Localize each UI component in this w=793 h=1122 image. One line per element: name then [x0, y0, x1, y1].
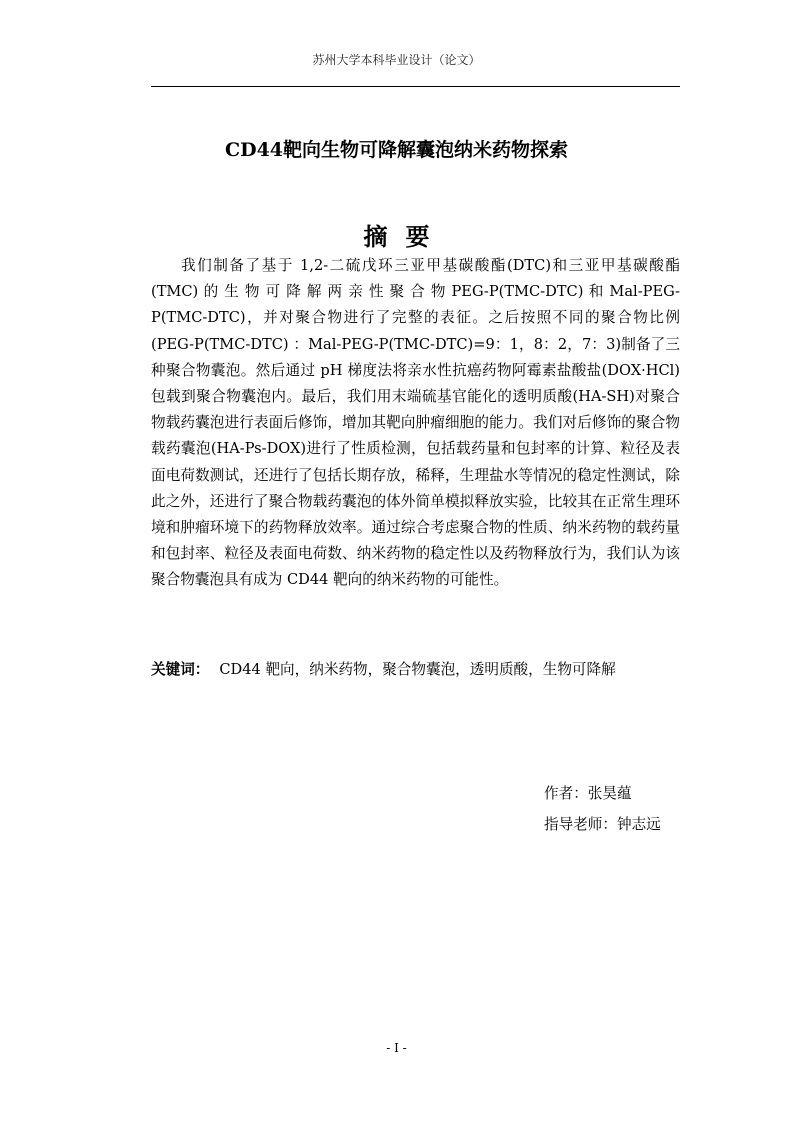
advisor-line: 指导老师：钟志远 [544, 816, 661, 833]
keywords-text: CD44 靶向，纳米药物，聚合物囊泡，透明质酸，生物可降解 [219, 661, 616, 678]
keywords-label: 关键词： [151, 661, 210, 678]
abstract-body: 我们制备了基于 1,2-二硫戊环三亚甲基碳酸酯(DTC)和三亚甲基碳酸酯(TMC) 的 生 物 可 降 解 两 亲 性 聚 合 物 PEG-P(TMC-DTC) 和 Mal-PEG-P(TMC-DTC)，并对聚合物进行了完整的表征。之后按照不同的聚合物比例(PEG-P(TMC-DTC) ：Mal-PEG-P(TMC-DTC)=9：1，8：2，7：3)制备了三种聚合物囊泡。然后通过 pH 梯度法将亲水性抗癌药物阿霉素盐酸盐(DOX·HCl)包载到聚合物囊泡内。最后，我们用末端硫基官能化的透明质酸(HA-SH)对聚合物载药囊泡进行表面后修饰，增加其靶向肿瘤细胞的能力。我们对后修饰的聚合物载药囊泡(HA-Ps-DOX)进行了性质检测，包括载药量和包封率的计算、粒径及表面电荷数测试，还进行了包括长期存放，稀释，生理盐水等情况的稳定性测试，除此之外，还进行了聚合物载药囊泡的体外简单模拟释放实验，比较其在正常生理环境和肿瘤环境下的药物释放效率。通过综合考虑聚合物的性质、纳米药物的载药量和包封率、粒径及表面电荷数、纳米药物的稳定性以及药物释放行为，我们认为该聚合物囊泡具有成为 CD44 靶向的纳米药物的可能性。 [151, 257, 680, 589]
thesis-title: CD44靶向生物可降解囊泡纳米药物探索 [224, 139, 569, 161]
abstract-heading: 摘要 [363, 222, 448, 251]
running-header: 苏州大学本科毕业设计（论文） [312, 53, 481, 67]
author-line: 作者：张昊蕴 [544, 785, 632, 802]
keywords [151, 658, 680, 682]
header-rule [151, 86, 680, 87]
page-number: - I - [386, 1041, 407, 1055]
